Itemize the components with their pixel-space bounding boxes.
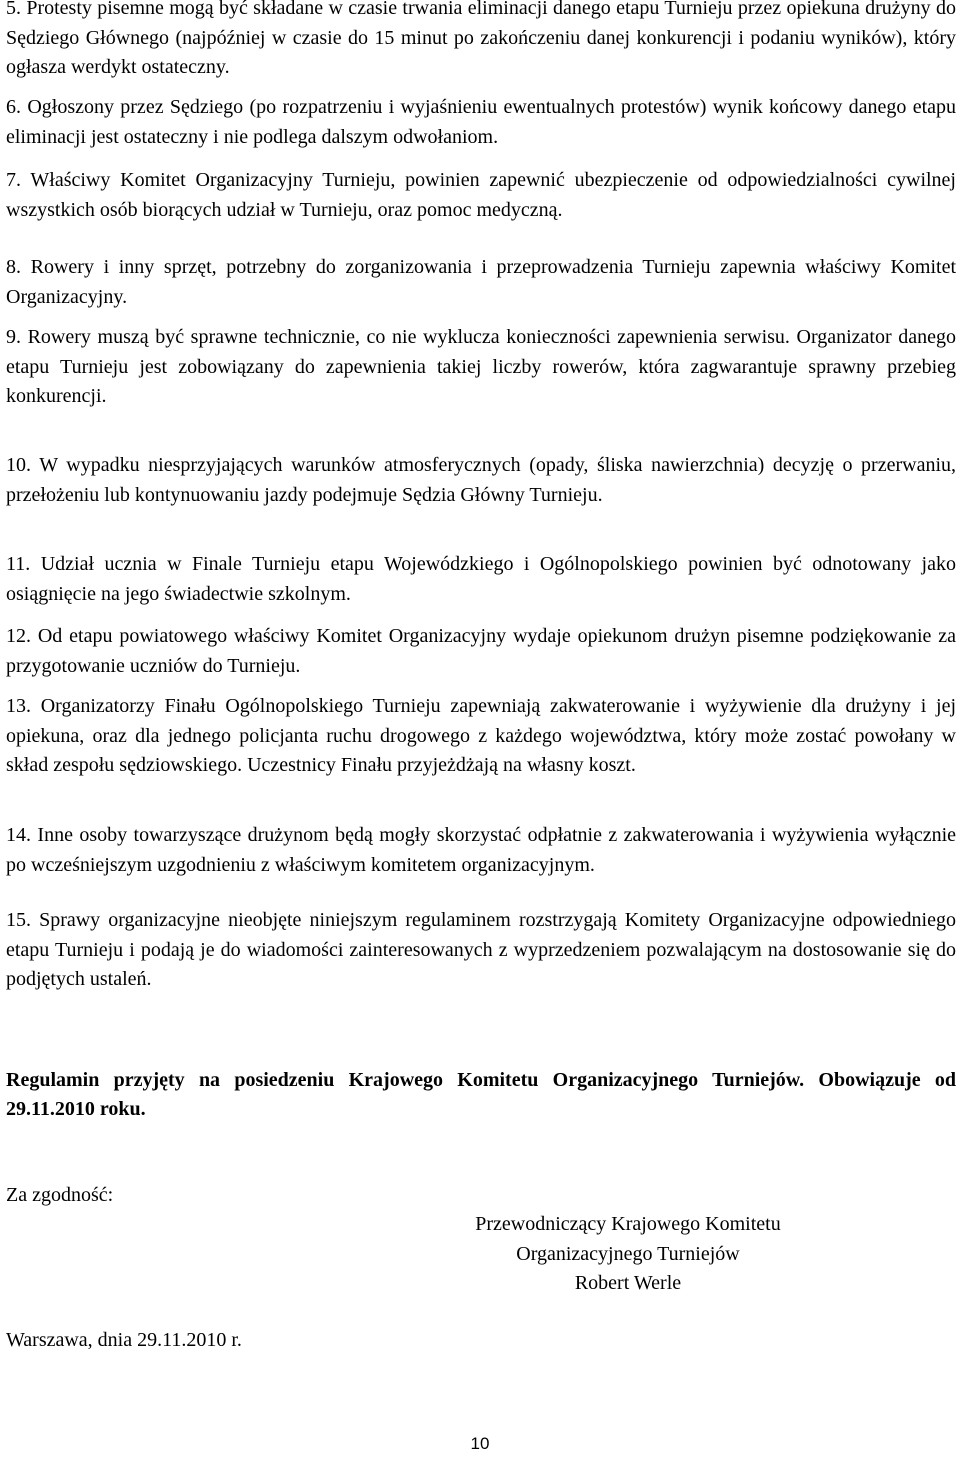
paragraph-number: 11. [6, 553, 31, 575]
paragraph-12 [6, 622, 956, 681]
closing-statement: Regulamin przyjęty na posiedzeniu Krajowego Komitetu Organizacyjnego Turniejów. Obowiązuje od 29.11.2010 roku. [6, 1069, 956, 1120]
paragraph-text: Właściwy Komitet Organizacyjny Turnieju, powinien zapewnić ubezpieczenie od odpowiedzialności cywilnej wszystkich osób biorących udział w Turnieju, oraz pomoc medyczną. [6, 169, 956, 221]
paragraph-9 [6, 323, 956, 412]
signature-name: Robert Werle [574, 1272, 682, 1294]
paragraph-5 [6, 0, 956, 83]
paragraph-text: Inne osoby towarzyszące drużynom będą mogły skorzystać odpłatnie z zakwaterowania i wyżywienia wyłącznie po wcześniejszym uzgodnieniu z właściwym komitetem organizacyjnym. [6, 824, 957, 876]
paragraph-text: Rowery muszą być sprawne technicznie, co nie wyklucza konieczności zapewnienia serwisu. Organizator danego etapu Turnieju jest zobowiązany do zapewnienia takiej liczby rowerów, która zagwarantuje sprawny przebieg konkurencji. [6, 326, 956, 407]
paragraph-7 [6, 166, 956, 225]
paragraph-text: Ogłoszony przez Sędziego (po rozpatrzeniu i wyjaśnieniu ewentualnych protestów) wynik końcowy danego etapu eliminacji jest ostateczny i nie podlega dalszym odwołaniom. [6, 96, 957, 148]
paragraph-8 [6, 253, 956, 312]
paragraph-text: Od etapu powiatowego właściwy Komitet Organizacyjny wydaje opiekunom drużyn pisemne podziękowanie za przygotowanie uczniów do Turnieju. [6, 625, 956, 677]
signature-block [436, 1210, 820, 1299]
paragraph-10 [6, 451, 956, 510]
paragraph-text: Rowery i inny sprzęt, potrzebny do zorganizowania i przeprowadzenia Turnieju zapewnia właściwy Komitet Organizacyjny. [6, 256, 956, 308]
paragraph-text: Organizatorzy Finału Ogólnopolskiego Turnieju zapewniają zakwaterowanie i wyżywienie dla drużyny i jej opiekuna, oraz dla jednego policjanta ruchu drogowego z każdego województwa, który może zostać powołany w skład zespołu sędziowskiego. Uczestnicy Finału przyjeżdżają na własny koszt. [6, 695, 957, 776]
paragraph-number: 15. [6, 909, 31, 931]
paragraph-14 [6, 821, 956, 880]
paragraph-number: 14. [6, 824, 31, 846]
paragraph-number: 6. [6, 96, 21, 118]
place-date: Warszawa, dnia 29.11.2010 r. [6, 1329, 242, 1351]
paragraph-number: 7. [6, 169, 21, 191]
signature-title-line1: Przewodniczący Krajowego Komitetu [475, 1213, 781, 1235]
paragraph-number: 8. [6, 256, 21, 278]
paragraph-number: 10. [6, 454, 31, 476]
paragraph-6 [6, 93, 956, 152]
paragraph-number: 9. [6, 326, 21, 348]
signature-title-line2: Organizacyjnego Turniejów [516, 1242, 740, 1265]
paragraph-11 [6, 550, 956, 609]
paragraph-15 [6, 906, 956, 995]
paragraph-text: Udział ucznia w Finale Turnieju etapu Wojewódzkiego i Ogólnopolskiego powinien być odnotowany jako osiągnięcie na jego świadectwie szkolnym. [6, 553, 956, 605]
page-number: 10 [470, 1434, 490, 1453]
paragraph-number: 13. [6, 695, 31, 717]
paragraph-number: 5. [6, 0, 21, 19]
paragraph-13 [6, 692, 956, 781]
conformity-label: Za zgodność: [6, 1184, 114, 1206]
paragraph-text: Protesty pisemne mogą być składane w czasie trwania eliminacji danego etapu Turnieju przez opiekuna drużyny do Sędziego Głównego (najpóźniej w czasie do 15 minut po zakończeniu danej konkurencji i podaniu wyników), który ogłasza werdykt ostateczny. [6, 0, 957, 78]
paragraph-text: W wypadku niesprzyjających warunków atmosferycznych (opady, śliska nawierzchnia) decyzję o przerwaniu, przełożeniu lub kontynuowaniu jazdy podejmuje Sędzia Główny Turnieju. [6, 454, 957, 506]
paragraph-number: 12. [6, 625, 31, 647]
paragraph-text: Sprawy organizacyjne nieobjęte niniejszym regulaminem rozstrzygają Komitety Organizacyjne odpowiedniego etapu Turnieju i podają je do wiadomości zainteresowanych z wyprzedzeniem pozwalającym na dostosowanie się do podjętych ustaleń. [6, 909, 956, 990]
